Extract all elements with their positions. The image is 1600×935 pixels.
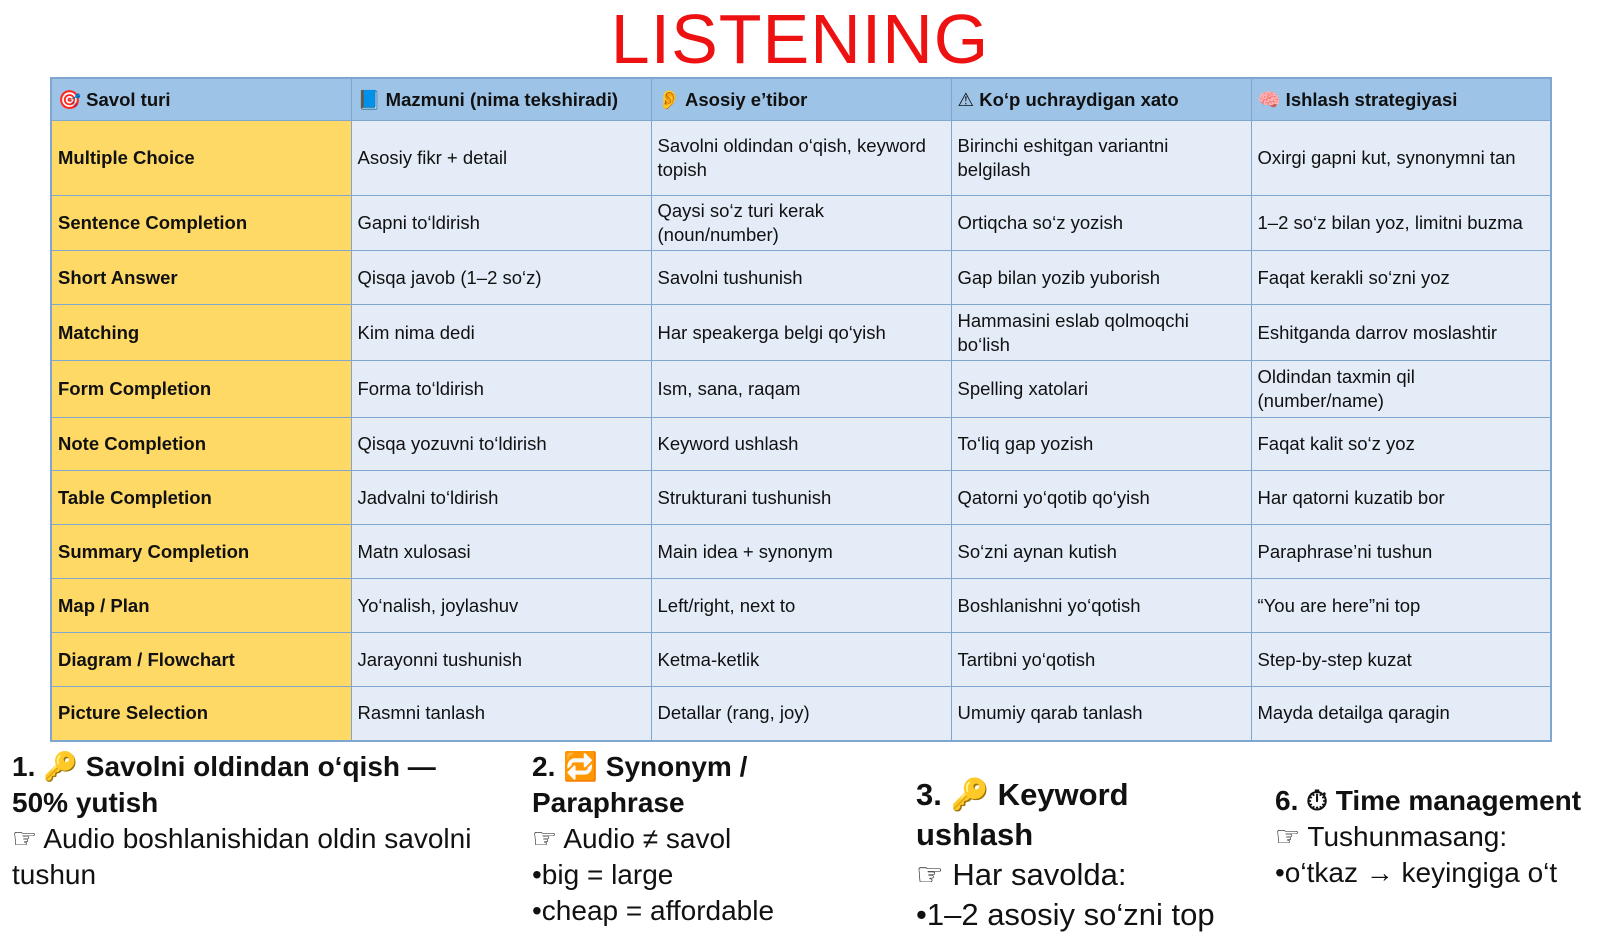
table-row <box>51 525 1551 579</box>
cell-focus: Main idea + synonym <box>651 525 951 579</box>
table-row <box>51 305 1551 361</box>
cell-strategy: Oxirgi gapni kut, synonymni tan <box>1251 121 1551 196</box>
tip-block-2 <box>532 749 892 929</box>
table-row <box>51 121 1551 196</box>
cell-content: Yo‘nalish, joylashuv <box>351 579 651 633</box>
header-savol-turi: 🎯 Savol turi <box>51 78 351 121</box>
tip-line: •1–2 asosiy so‘zni top <box>916 897 1215 932</box>
tip-heading: 3. 🔑 Keyword ushlash <box>916 777 1129 852</box>
cell-content: Asosiy fikr + detail <box>351 121 651 196</box>
cell-strategy: “You are here”ni top <box>1251 579 1551 633</box>
cell-question-type: Map / Plan <box>51 579 351 633</box>
table-row <box>51 471 1551 525</box>
cell-content: Matn xulosasi <box>351 525 651 579</box>
cell-mistake: Umumiy qarab tanlash <box>951 687 1251 741</box>
cell-question-type: Multiple Choice <box>51 121 351 196</box>
table-row <box>51 251 1551 305</box>
tip-line: •big = large <box>532 859 674 890</box>
tip-line: •cheap = affordable <box>532 895 775 926</box>
table-row <box>51 579 1551 633</box>
cell-question-type: Sentence Completion <box>51 196 351 251</box>
cell-strategy: Faqat kerakli so‘zni yoz <box>1251 251 1551 305</box>
cell-content: Kim nima dedi <box>351 305 651 361</box>
cell-focus: Keyword ushlash <box>651 418 951 471</box>
cell-content: Rasmni tanlash <box>351 687 651 741</box>
cell-mistake: Tartibni yo‘qotish <box>951 633 1251 687</box>
cell-mistake: Hammasini eslab qolmoqchi bo‘lish <box>951 305 1251 361</box>
cell-strategy: Paraphrase’ni tushun <box>1251 525 1551 579</box>
cell-mistake: Gap bilan yozib yuborish <box>951 251 1251 305</box>
cell-strategy: Step-by-step kuzat <box>1251 633 1551 687</box>
cell-content: Gapni to‘ldirish <box>351 196 651 251</box>
cell-question-type: Short Answer <box>51 251 351 305</box>
cell-content: Jarayonni tushunish <box>351 633 651 687</box>
cell-mistake: Birinchi eshitgan variantni belgilash <box>951 121 1251 196</box>
cell-content: Qisqa javob (1–2 so‘z) <box>351 251 651 305</box>
cell-focus: Qaysi so‘z turi kerak (noun/number) <box>651 196 951 251</box>
cell-content: Jadvalni to‘ldirish <box>351 471 651 525</box>
tip-block-1 <box>12 749 492 893</box>
cell-mistake: To‘liq gap yozish <box>951 418 1251 471</box>
tip-line: ☞ Tushunmasang: <box>1275 821 1508 852</box>
cell-focus: Har speakerga belgi qo‘yish <box>651 305 951 361</box>
cell-mistake: Ortiqcha so‘z yozish <box>951 196 1251 251</box>
tip-line: ☞ Har savolda: <box>916 857 1127 892</box>
cell-question-type: Note Completion <box>51 418 351 471</box>
cell-content: Forma to‘ldirish <box>351 361 651 418</box>
table-row <box>51 687 1551 741</box>
cell-mistake: So‘zni aynan kutish <box>951 525 1251 579</box>
cell-strategy: 1–2 so‘z bilan yoz, limitni buzma <box>1251 196 1551 251</box>
tip-line: •o‘tkaz → keyingiga o‘t <box>1275 857 1558 888</box>
cell-focus: Strukturani tushunish <box>651 471 951 525</box>
tip-line: ☞ Audio ≠ savol <box>532 823 732 854</box>
cell-question-type: Picture Selection <box>51 687 351 741</box>
cell-strategy: Faqat kalit so‘z yoz <box>1251 418 1551 471</box>
table-row <box>51 418 1551 471</box>
header-mazmuni: 📘 Mazmuni (nima tekshiradi) <box>351 78 651 121</box>
header-kop-xato: ⚠ Ko‘p uchraydigan xato <box>951 78 1251 121</box>
cell-question-type: Summary Completion <box>51 525 351 579</box>
cell-question-type: Form Completion <box>51 361 351 418</box>
cell-focus: Savolni tushunish <box>651 251 951 305</box>
table-row <box>51 633 1551 687</box>
question-types-table <box>50 77 1552 742</box>
header-strategiya: 🧠 Ishlash strategiyasi <box>1251 78 1551 121</box>
tip-heading: 1. 🔑 Savolni oldindan o‘qish — 50% yutish <box>12 751 436 818</box>
cell-mistake: Qatorni yo‘qotib qo‘yish <box>951 471 1251 525</box>
tip-heading: 6. ⏱ Time management <box>1275 785 1582 816</box>
tip-block-4 <box>1275 783 1595 891</box>
page-title: LISTENING <box>610 0 990 78</box>
cell-focus: Ism, sana, raqam <box>651 361 951 418</box>
header-asosiy-etibor: 👂 Asosiy e’tibor <box>651 78 951 121</box>
cell-strategy: Har qatorni kuzatib bor <box>1251 471 1551 525</box>
cell-strategy: Mayda detailga qaragin <box>1251 687 1551 741</box>
cell-focus: Ketma-ketlik <box>651 633 951 687</box>
cell-content: Qisqa yozuvni to‘ldirish <box>351 418 651 471</box>
cell-focus: Left/right, next to <box>651 579 951 633</box>
table-header-row <box>51 78 1551 121</box>
cell-strategy: Eshitganda darrov moslashtir <box>1251 305 1551 361</box>
tip-line: ☞ Audio boshlanishidan oldin savolni tushun <box>12 823 472 890</box>
cell-question-type: Table Completion <box>51 471 351 525</box>
cell-focus: Detallar (rang, joy) <box>651 687 951 741</box>
cell-mistake: Spelling xatolari <box>951 361 1251 418</box>
cell-mistake: Boshlanishni yo‘qotish <box>951 579 1251 633</box>
table-row <box>51 196 1551 251</box>
tip-heading: 2. 🔁 Synonym / Paraphrase <box>532 751 748 818</box>
cell-focus: Savolni oldindan o‘qish, keyword topish <box>651 121 951 196</box>
table-row <box>51 361 1551 418</box>
tip-block-3 <box>916 775 1236 935</box>
cell-question-type: Diagram / Flowchart <box>51 633 351 687</box>
cell-question-type: Matching <box>51 305 351 361</box>
cell-strategy: Oldindan taxmin qil (number/name) <box>1251 361 1551 418</box>
